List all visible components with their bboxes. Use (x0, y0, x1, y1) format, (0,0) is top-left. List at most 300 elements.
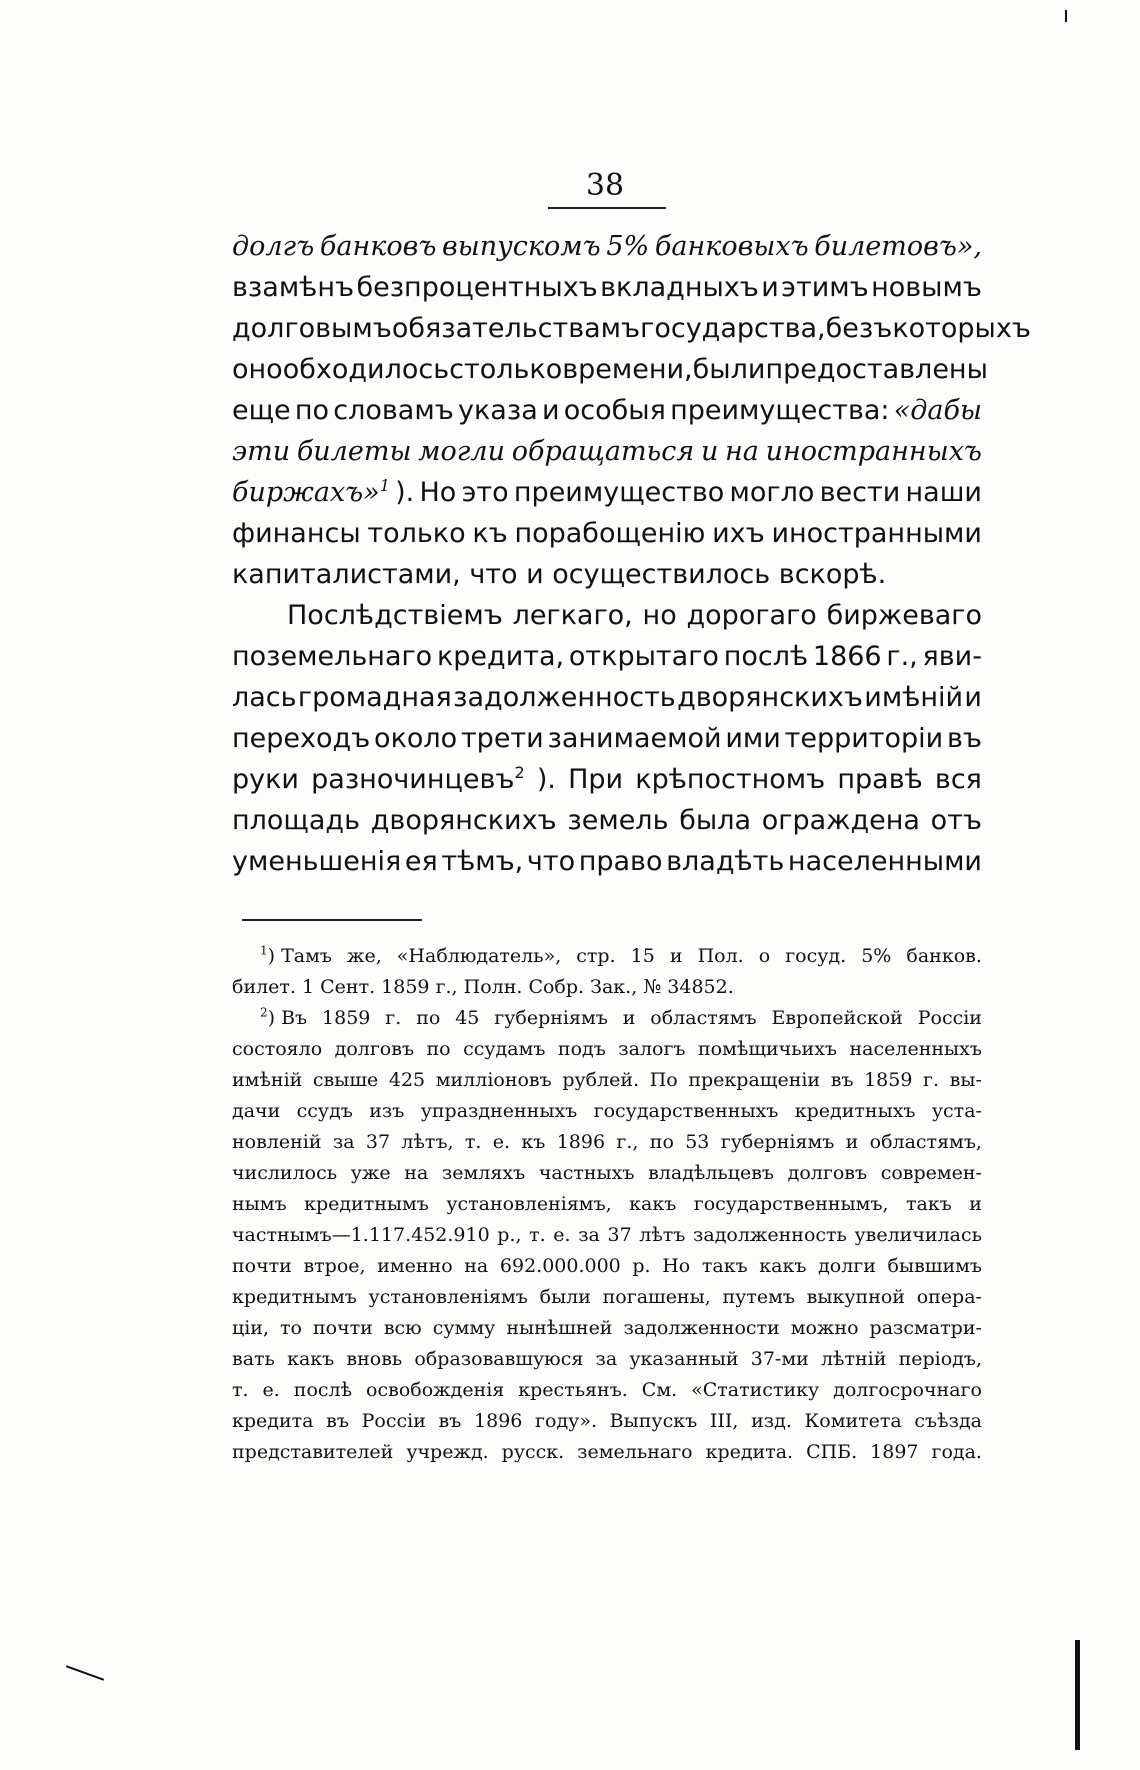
word-text: этимъ (781, 272, 869, 303)
footnote-line (232, 1003, 982, 1034)
word (232, 1437, 393, 1468)
word-text: областямъ, (869, 1131, 982, 1153)
word-text: но (642, 600, 677, 631)
footnote-line (232, 1158, 982, 1189)
word (461, 718, 544, 759)
word (497, 1220, 521, 1251)
word (577, 1437, 692, 1468)
word-text: громадная (297, 682, 452, 713)
footnote-line (232, 1065, 982, 1096)
word (232, 1313, 269, 1344)
word-text: по (294, 395, 330, 426)
word (881, 1158, 982, 1189)
word-text: губерніямъ (720, 1131, 835, 1153)
word-text: могло (729, 477, 815, 508)
word (635, 759, 825, 800)
word (232, 1282, 357, 1313)
word (232, 390, 291, 431)
word-text: изъ (369, 1100, 405, 1122)
word (679, 800, 751, 841)
word-text: вы- (949, 1069, 982, 1091)
word-text: бывшимъ (887, 1255, 982, 1277)
word (374, 718, 457, 759)
word (643, 595, 677, 636)
word (548, 718, 722, 759)
word-text: всю (383, 1317, 422, 1339)
word (771, 1003, 902, 1034)
text-line (232, 718, 982, 759)
word (607, 1220, 631, 1251)
word-text: Но (662, 1255, 691, 1277)
word (287, 1344, 334, 1375)
word-text: и (969, 1193, 982, 1215)
word-text: долгъ (232, 231, 315, 262)
word (931, 1437, 981, 1468)
footnote-reference: 2 (514, 763, 525, 782)
word-text: залогъ (618, 1038, 686, 1060)
word-text: были (692, 354, 766, 385)
word-text: новымъ (871, 272, 982, 303)
word (827, 595, 982, 636)
word-text: ими (725, 723, 781, 754)
word (785, 941, 846, 972)
word (785, 718, 944, 759)
word-text: на (725, 436, 759, 467)
word-text: дворянскихъ (370, 805, 557, 836)
word (837, 759, 922, 800)
word-text: государственныхъ (593, 1100, 779, 1122)
word (805, 1406, 902, 1437)
footnote-reference: 1 (379, 476, 390, 495)
word-text: По (649, 1069, 678, 1091)
word (906, 941, 981, 972)
word-text: по (426, 1038, 451, 1060)
word-text: почти (312, 1317, 373, 1339)
word (623, 1003, 636, 1034)
word (562, 349, 692, 390)
word (513, 595, 633, 636)
word (721, 1127, 835, 1158)
word (906, 1189, 952, 1220)
word-text: 1866 (812, 641, 882, 672)
word (539, 1158, 635, 1189)
word (899, 1344, 982, 1375)
word (892, 308, 1031, 349)
word-text: безпроцентныхъ (356, 272, 598, 303)
word (521, 1127, 545, 1158)
word-text: же, (347, 945, 382, 967)
word (232, 1158, 337, 1189)
word (367, 513, 465, 554)
word-text: которыхъ (892, 313, 1031, 344)
word (458, 390, 538, 431)
word (333, 1127, 355, 1158)
word (232, 1096, 280, 1127)
word (333, 390, 454, 431)
word (287, 595, 503, 636)
word (813, 636, 882, 677)
word-text: около (374, 723, 458, 754)
word-text: послѣ (723, 641, 809, 672)
word (691, 1375, 819, 1406)
word-text: времени, (562, 354, 693, 385)
word-text: банков. (906, 945, 982, 967)
word-text: кредита. (705, 1441, 794, 1463)
word-text: уста- (931, 1100, 982, 1122)
word-text: отъ (930, 805, 982, 836)
text-line (232, 636, 982, 677)
word (629, 1344, 738, 1375)
word (347, 941, 382, 972)
word-text: русск. (501, 1441, 565, 1463)
word-text: уменьшенія (232, 846, 402, 877)
word (232, 677, 297, 718)
word-text: особыя (563, 395, 666, 426)
word-text: въ (438, 1410, 462, 1432)
word (465, 1127, 482, 1158)
word (914, 1406, 982, 1437)
footnote-line (232, 1034, 982, 1065)
word (846, 1127, 859, 1158)
word (439, 1406, 462, 1437)
word-text: право (578, 846, 663, 877)
word (362, 1406, 426, 1437)
word (442, 1158, 525, 1189)
word (650, 1003, 756, 1034)
word (493, 1127, 510, 1158)
word (826, 308, 893, 349)
word-text: рублей. (562, 1069, 640, 1091)
word-text: биржахъ» (232, 477, 380, 508)
word (935, 759, 982, 800)
word (639, 1220, 685, 1251)
word-text: земельнаго (577, 1441, 693, 1463)
word-text: вновь (346, 1348, 403, 1370)
word (861, 941, 891, 972)
word-text: какъ (287, 1348, 335, 1370)
word-text: т. (232, 1379, 249, 1401)
word-text: были (539, 1286, 591, 1308)
word-text: государственнымъ, (693, 1193, 889, 1215)
word-text: ограждена (761, 805, 920, 836)
word (818, 1251, 876, 1282)
word-text: на (464, 1255, 489, 1277)
footnote-line (232, 1313, 982, 1344)
word-text: выкупной (806, 1286, 905, 1308)
word (557, 1127, 605, 1158)
word (421, 1096, 578, 1127)
word (670, 941, 683, 972)
word (688, 1065, 820, 1096)
word (385, 1003, 401, 1034)
word-text: нынѣшней (506, 1317, 613, 1339)
word-text: представителей (232, 1441, 394, 1463)
word-text: долговъ (787, 1162, 868, 1184)
footnotes (232, 941, 982, 1468)
word-text: р., (497, 1224, 522, 1246)
stray-mark (1075, 1640, 1080, 1750)
word (820, 472, 901, 513)
word-text: подъ (557, 1038, 606, 1060)
word-text: о (758, 945, 771, 967)
word (494, 1003, 608, 1034)
word-text: 37 (365, 1131, 391, 1153)
word (392, 308, 640, 349)
word (232, 841, 401, 882)
word-text: столько (449, 354, 563, 385)
word-text: взамѣнъ (232, 272, 355, 303)
word (618, 1034, 685, 1065)
word (870, 1127, 982, 1158)
word-text: путемъ (722, 1286, 795, 1308)
word-text: послѣ (293, 1379, 353, 1401)
footnote-start (260, 941, 332, 972)
word-text: переходъ (232, 723, 371, 754)
word (232, 1375, 249, 1406)
word (371, 800, 557, 841)
word-text: 15 (630, 945, 655, 967)
word (821, 1344, 886, 1375)
word-text: въ (947, 723, 982, 754)
text-line (232, 800, 982, 841)
text-line (232, 431, 982, 472)
word-text: Пол. (697, 945, 744, 967)
text-line (232, 759, 982, 800)
word-text: и (845, 1131, 859, 1153)
word-text: оно (232, 354, 283, 385)
word-text: была (679, 805, 751, 836)
word-text: госуд. (785, 945, 847, 967)
word-text: состояло (232, 1038, 323, 1060)
word (558, 1034, 606, 1065)
word (631, 941, 655, 972)
word-text: и (700, 436, 719, 467)
word-text: владѣть (666, 846, 785, 877)
word-text: территоріи (784, 723, 944, 754)
word-text: милліоновъ (435, 1069, 552, 1091)
word-text: населенными (787, 846, 982, 877)
word (923, 636, 982, 677)
word-text: III, (709, 1410, 739, 1432)
text-line (232, 513, 982, 554)
word-text: См. (641, 1379, 678, 1401)
word-text: 425 (388, 1069, 426, 1091)
word (576, 941, 615, 972)
word-text: эти (232, 436, 291, 467)
word-text: е. (262, 1379, 280, 1401)
word-text: т. (529, 1224, 546, 1246)
word (562, 1065, 639, 1096)
word (326, 1406, 349, 1437)
word (366, 1375, 504, 1406)
word-text: 37-ми (750, 1348, 809, 1370)
word-text: то (280, 1317, 302, 1339)
word-text: предоставлены (765, 354, 988, 385)
word-text: за (578, 1224, 600, 1246)
word-text: современ- (880, 1162, 982, 1184)
word-text: р. (632, 1255, 651, 1277)
word (389, 1065, 425, 1096)
word (722, 1282, 794, 1313)
word-text: Выпускъ (609, 1410, 698, 1432)
word (351, 1158, 391, 1189)
word-text: ). (536, 764, 556, 795)
word-text: кредитнымъ (232, 1286, 357, 1308)
footnote-line (232, 1344, 982, 1375)
word (870, 1437, 918, 1468)
word-text: кредитныхъ (794, 1100, 916, 1122)
word (283, 349, 449, 390)
footnote-start (260, 1003, 307, 1034)
word-text: опера- (916, 1286, 982, 1308)
word (648, 1158, 774, 1189)
word (603, 1282, 711, 1313)
word (662, 1251, 690, 1282)
word-text: дворянскихъ (677, 682, 863, 713)
word (640, 308, 826, 349)
word (464, 1251, 488, 1282)
word-text: крестьянъ. (518, 1379, 628, 1401)
word (313, 1065, 378, 1096)
word-text: лѣтъ (639, 1224, 686, 1246)
page-number-rule (548, 207, 666, 209)
text-line (232, 472, 982, 513)
text-line (232, 308, 1031, 349)
word (917, 1282, 982, 1313)
word-text: стр. (576, 945, 616, 967)
word (788, 1158, 867, 1189)
word-text: лась (232, 682, 297, 713)
word (436, 1065, 552, 1096)
footnote-rule (242, 919, 422, 921)
word (311, 759, 525, 800)
word (369, 1282, 528, 1313)
word-text: вкладныхъ (600, 272, 759, 303)
word-text: ссудъ (296, 1100, 353, 1122)
word (406, 1437, 488, 1468)
word-text: ціи, (232, 1317, 269, 1339)
footnote-line (232, 941, 982, 972)
word-text: почти (232, 1255, 292, 1277)
word (795, 1096, 916, 1127)
word (232, 1189, 287, 1220)
word (280, 1313, 302, 1344)
word-text: ея (404, 846, 438, 877)
word (693, 1220, 847, 1251)
word-text: «дабы (893, 395, 982, 426)
word-text: земляхъ (441, 1162, 526, 1184)
word (616, 1127, 638, 1158)
text-line (232, 595, 982, 636)
text-line (232, 841, 982, 882)
word-text: словамъ (333, 395, 454, 426)
word (449, 349, 562, 390)
word-text: 1897 (870, 1441, 919, 1463)
word-text: губерніямъ (494, 1007, 608, 1029)
word-text: погашены, (602, 1286, 711, 1308)
word-text: дачи (232, 1100, 281, 1122)
word (232, 636, 432, 677)
word-text: разсматри- (869, 1317, 982, 1339)
word (642, 1375, 677, 1406)
word-text: втрое, (303, 1255, 366, 1277)
word-text: имѣній (864, 682, 964, 713)
word-text: Европейской (771, 1007, 903, 1029)
word (377, 1251, 452, 1282)
word-text: занимаемой (547, 723, 722, 754)
word-text: это (461, 477, 509, 508)
word-text: долговымъ (232, 313, 392, 344)
word-text: 1859 (322, 1007, 371, 1029)
word-text: частныхъ (538, 1162, 635, 1184)
word (433, 1313, 496, 1344)
word (356, 267, 597, 308)
word (232, 431, 290, 472)
word-text: преимущество (513, 477, 725, 508)
word-text: безъ (825, 313, 893, 344)
word-text: уже (350, 1162, 391, 1184)
word-text: къ (472, 518, 508, 549)
footnote-line (232, 1437, 982, 1468)
word (923, 1065, 939, 1096)
word-text: долговъ (334, 1038, 415, 1060)
word-text: наши (905, 477, 982, 508)
word (232, 1034, 322, 1065)
word-text: и (964, 682, 982, 713)
word-text: къ (521, 1131, 546, 1153)
word (947, 718, 982, 759)
word (579, 841, 663, 882)
word-text: 5% (606, 231, 650, 262)
word (969, 1189, 982, 1220)
word-text: и (761, 272, 779, 303)
text-line (232, 226, 982, 267)
word-text: е. (553, 1224, 571, 1246)
word-text: за (595, 1348, 618, 1370)
word-text: преимущества: (670, 395, 890, 426)
word-text: ссудамъ (463, 1038, 546, 1060)
word (632, 1251, 650, 1282)
word (397, 941, 561, 972)
word (395, 472, 414, 513)
word-text: крѣпостномъ (635, 764, 826, 795)
word (232, 308, 392, 349)
word (564, 390, 666, 431)
word (322, 1003, 370, 1034)
word-text: числилось (232, 1162, 338, 1184)
word-text: задолженность (693, 1224, 847, 1246)
word-text: какъ (759, 1255, 807, 1277)
word (814, 226, 982, 267)
word (906, 472, 982, 513)
word (304, 1189, 429, 1220)
word (932, 1096, 982, 1127)
word (831, 1065, 854, 1096)
word (294, 1375, 352, 1406)
word (698, 1034, 837, 1065)
word-text: 45 (455, 1007, 480, 1029)
footnote-line (232, 1220, 982, 1251)
footnote-line (232, 1127, 982, 1158)
word (701, 431, 718, 472)
word-text: задолженности (623, 1317, 780, 1339)
word (535, 1406, 597, 1437)
footnote-line (232, 1251, 982, 1282)
word-text: долги (818, 1255, 876, 1277)
word-text: тѣмъ, (441, 846, 524, 877)
word (871, 267, 982, 308)
footnote-line (232, 1096, 982, 1127)
